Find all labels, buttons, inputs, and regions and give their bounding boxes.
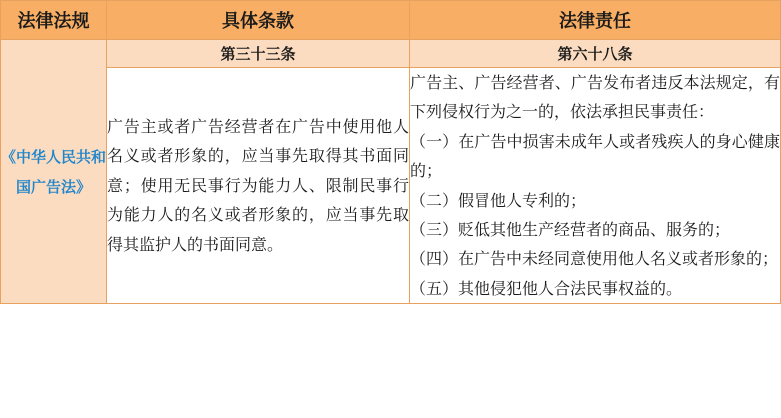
header-liability: 法律责任 <box>410 1 781 40</box>
liability-item-1: （一）在广告中损害未成年人或者残疾人的身心健康的； <box>410 131 780 181</box>
header-clause: 具体条款 <box>107 1 410 40</box>
header-law: 法律法规 <box>1 1 107 40</box>
liability-item-4: （四）在广告中未经同意使用他人名义或者形象的； <box>410 249 779 269</box>
law-name: 《中华人民共和国广告法》 <box>1 147 107 196</box>
liability-intro: 广告主、广告经营者、广告发布者违反本法规定，有下列侵权行为之一的，依法承担民事责任： <box>410 73 780 122</box>
law-name-cell <box>1 40 107 304</box>
article-row <box>1 40 781 68</box>
liability-item-5: （五）其他侵犯他人合法民事权益的。 <box>410 278 683 298</box>
clause-article: 第三十三条 <box>107 40 410 68</box>
clause-text: 广告主或者广告经营者在广告中使用他人名义或者形象的，应当事先取得其书面同意；使用无民事行为能力人、限制民事行为能力人的名义或者形象的，应当事先取得其监护人的书面同意。 <box>107 68 410 304</box>
liability-article: 第六十八条 <box>410 40 781 68</box>
liability-item-3: （三）贬低其他生产经营者的商品、服务的； <box>410 220 731 240</box>
header-row <box>1 1 781 40</box>
liability-item-2: （二）假冒他人专利的； <box>410 190 587 210</box>
content-row <box>1 68 781 304</box>
liability-cell <box>410 68 781 304</box>
